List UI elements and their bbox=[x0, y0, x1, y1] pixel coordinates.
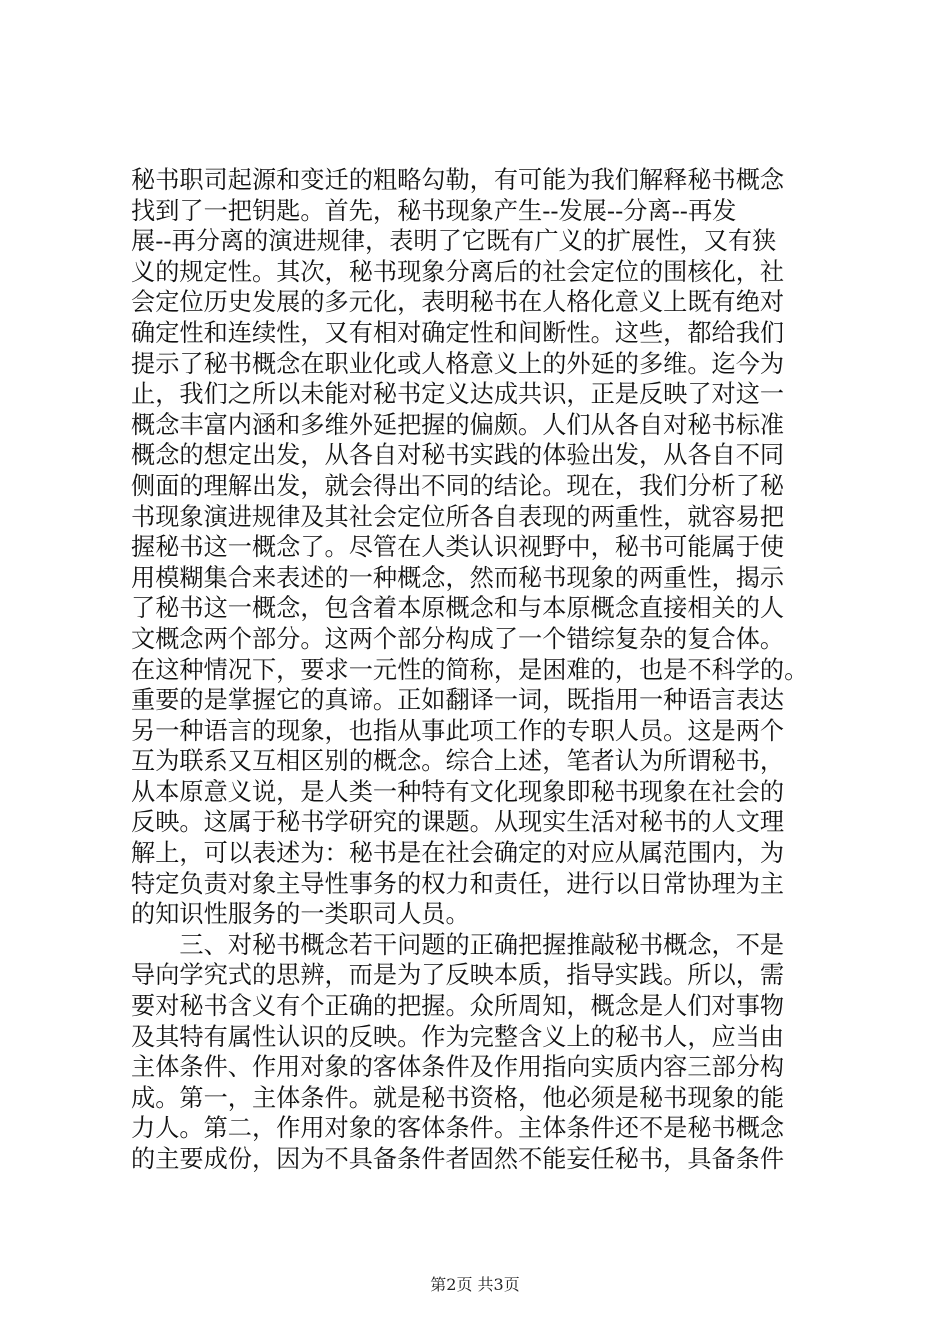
text-line: 侧面的理解出发，就会得出不同的结论。现在，我们分析了秘 bbox=[131, 471, 785, 500]
text-line: 概念丰富内涵和多维外延把握的偏颇。人们从各自对秘书标准 bbox=[131, 410, 785, 439]
text-line: 书现象演进规律及其社会定位所各自表现的两重性，就容易把 bbox=[131, 502, 785, 531]
text-line: 反映。这属于秘书学研究的课题。从现实生活对秘书的人文理 bbox=[131, 808, 785, 837]
text-line: 握秘书这一概念了。尽管在人类认识视野中，秘书可能属于使 bbox=[131, 533, 785, 562]
text-line: 从本原意义说，是人类一种特有文化现象即秘书现象在社会的 bbox=[131, 777, 785, 806]
text-line: 展--再分离的演进规律，表明了它既有广义的扩展性，又有狭 bbox=[131, 227, 777, 256]
text-line: 导向学究式的思辨，而是为了反映本质，指导实践。所以，需 bbox=[131, 961, 785, 990]
text-line: 在这种情况下，要求一元性的简称，是困难的，也是不科学的。 bbox=[131, 655, 809, 684]
text-line: 文概念两个部分。这两个部分构成了一个错综复杂的复合体。 bbox=[131, 624, 785, 653]
text-line: 止，我们之所以未能对秘书定义达成共识，正是反映了对这一 bbox=[131, 380, 785, 409]
text-line: 提示了秘书概念在职业化或人格意义上的外延的多维。迄今为 bbox=[131, 349, 785, 378]
text-line: 的知识性服务的一类职司人员。 bbox=[131, 900, 470, 929]
text-line: 解上，可以表述为：秘书是在社会确定的对应从属范围内，为 bbox=[131, 839, 785, 868]
text-line: 主体条件、作用对象的客体条件及作用指向实质内容三部分构 bbox=[131, 1053, 785, 1082]
page-footer: 第2页 共3页 bbox=[430, 1275, 520, 1294]
text-line: 另一种语言的现象，也指从事此项工作的专职人员。这是两个 bbox=[131, 716, 785, 745]
text-line: 用模糊集合来表述的一种概念，然而秘书现象的两重性，揭示 bbox=[131, 563, 785, 592]
text-line: 成。第一，主体条件。就是秘书资格，他必须是秘书现象的能 bbox=[131, 1083, 785, 1112]
text-line: 互为联系又互相区别的概念。综合上述，笔者认为所谓秘书， bbox=[131, 747, 785, 776]
text-line: 概念的想定出发，从各自对秘书实践的体验出发，从各自不同 bbox=[131, 441, 785, 470]
text-line: 了秘书这一概念，包含着本原概念和与本原概念直接相关的人 bbox=[131, 594, 785, 623]
text-line: 义的规定性。其次，秘书现象分离后的社会定位的围核化，社 bbox=[131, 257, 785, 286]
text-line: 三、对秘书概念若干问题的正确把握推敲秘书概念，不是 bbox=[131, 930, 785, 959]
text-line: 的主要成份，因为不具备条件者固然不能妄任秘书，具备条件 bbox=[131, 1145, 785, 1173]
body-text bbox=[131, 165, 843, 1175]
text-line: 重要的是掌握它的真谛。正如翻译一词，既指用一种语言表达 bbox=[131, 686, 785, 715]
text-line: 及其特有属性认识的反映。作为完整含义上的秘书人，应当由 bbox=[131, 1022, 785, 1051]
text-line: 特定负责对象主导性事务的权力和责任，进行以日常协理为主 bbox=[131, 869, 785, 898]
text-line: 会定位历史发展的多元化，表明秘书在人格化意义上既有绝对 bbox=[131, 288, 785, 317]
text-line: 力人。第二，作用对象的客体条件。主体条件还不是秘书概念 bbox=[131, 1114, 785, 1143]
text-line: 要对秘书含义有个正确的把握。众所周知，概念是人们对事物 bbox=[131, 992, 785, 1021]
text-line: 秘书职司起源和变迁的粗略勾勒，有可能为我们解释秘书概念 bbox=[131, 166, 785, 194]
text-line: 找到了一把钥匙。首先，秘书现象产生--发展--分离--再发 bbox=[131, 196, 737, 225]
text-line: 确定性和连续性，又有相对确定性和间断性。这些，都给我们 bbox=[131, 318, 785, 347]
